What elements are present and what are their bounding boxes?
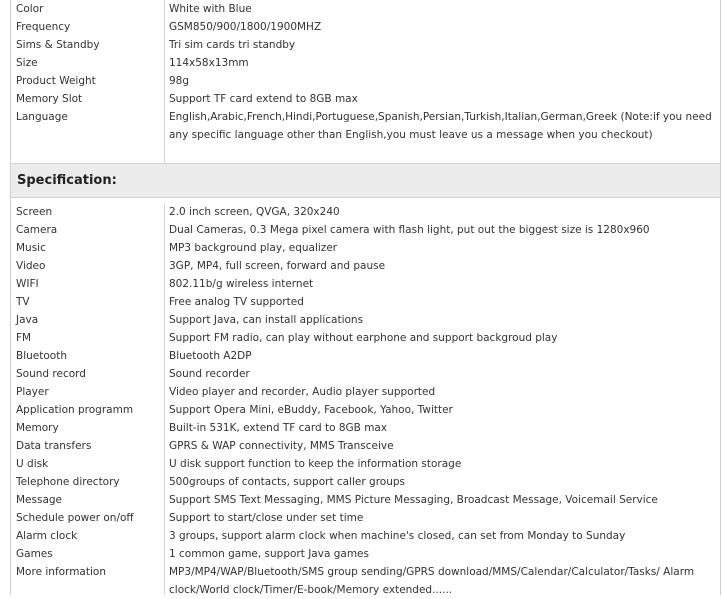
row-label: Frequency <box>16 21 71 33</box>
table-row <box>11 36 720 54</box>
row-label: Music <box>16 242 46 254</box>
row-label: Alarm clock <box>16 530 78 542</box>
table-row <box>11 491 720 509</box>
table-row <box>11 72 720 90</box>
table-row <box>11 563 720 599</box>
row-value: Support FM radio, can play without earphone and support backgroud play <box>169 332 558 344</box>
row-label: Games <box>16 548 53 560</box>
section-title: Specification: <box>17 173 117 188</box>
row-value: Sound recorder <box>169 368 250 380</box>
row-value: White with Blue <box>169 3 252 15</box>
row-label: Memory Slot <box>16 93 83 105</box>
table-row <box>11 257 720 275</box>
row-value: 98g <box>169 75 190 87</box>
row-value: Tri sim cards tri standby <box>169 39 296 51</box>
row-value: 802.11b/g wireless internet <box>169 278 314 290</box>
section-header <box>11 163 720 198</box>
row-label: TV <box>16 296 30 308</box>
row-label: Data transfers <box>16 440 92 452</box>
table-row <box>11 383 720 401</box>
row-label: Color <box>16 3 44 15</box>
row-value: U disk support function to keep the information storage <box>169 458 462 470</box>
row-label: U disk <box>16 458 49 470</box>
table-row <box>11 18 720 36</box>
row-label: Screen <box>16 206 53 218</box>
table-row <box>11 527 720 545</box>
row-value: Bluetooth A2DP <box>169 350 252 362</box>
row-label: Camera <box>16 224 58 236</box>
table-row <box>11 437 720 455</box>
row-label: Application programm <box>16 404 134 416</box>
row-label: Size <box>16 57 38 69</box>
table-row <box>11 54 720 72</box>
row-value: Built-in 531K, extend TF card to 8GB max <box>169 422 388 434</box>
table-row <box>11 509 720 527</box>
row-value: 114x58x13mm <box>169 57 249 69</box>
column-divider <box>164 203 165 595</box>
row-value: English,Arabic,French,Hindi,Portuguese,Spanish,Persian,Turkish,Italian,German,Greek (Note:if you need any specific language other than English,you must leave us a message when you checkout) <box>169 111 712 141</box>
table-row <box>11 203 720 221</box>
row-value: Support Java, can install applications <box>169 314 364 326</box>
table-row <box>11 0 720 18</box>
row-label: WIFI <box>16 278 39 290</box>
row-value: Support SMS Text Messaging, MMS Picture Messaging, Broadcast Message, Voicemail Service <box>169 494 658 506</box>
table-row <box>11 401 720 419</box>
row-label: Message <box>16 494 63 506</box>
row-value: 3 groups, support alarm clock when machine's closed, can set from Monday to Sunday <box>169 530 626 542</box>
row-value: 1 common game, support Java games <box>169 548 369 560</box>
row-label: Video <box>16 260 46 272</box>
row-label: FM <box>16 332 32 344</box>
table-row <box>11 419 720 437</box>
table-row <box>11 239 720 257</box>
row-value: 3GP, MP4, full screen, forward and pause <box>169 260 386 272</box>
table-row <box>11 221 720 239</box>
row-value: Video player and recorder, Audio player supported <box>169 386 436 398</box>
row-value: GPRS & WAP connectivity, MMS Transceive <box>169 440 394 452</box>
row-label: Bluetooth <box>16 350 67 362</box>
row-value: MP3/MP4/WAP/Bluetooth/SMS group sending/GPRS download/MMS/Calendar/Calculator/Tasks/ Alarm clock/World clock/Timer/E-book/Memory extended...... <box>169 566 695 596</box>
column-divider <box>164 0 165 163</box>
row-label: Language <box>16 111 68 123</box>
row-label: Schedule power on/off <box>16 512 134 524</box>
table-row <box>11 293 720 311</box>
specification-block <box>11 203 720 595</box>
row-value: 2.0 inch screen, QVGA, 320x240 <box>169 206 340 218</box>
row-label: Product Weight <box>16 75 96 87</box>
table-row <box>11 311 720 329</box>
table-row <box>11 90 720 108</box>
row-value: Free analog TV supported <box>169 296 304 308</box>
row-value: MP3 background play, equalizer <box>169 242 338 254</box>
table-row <box>11 365 720 383</box>
row-value: Support Opera Mini, eBuddy, Facebook, Yahoo, Twitter <box>169 404 453 416</box>
table-row <box>11 455 720 473</box>
spec-table <box>10 0 721 595</box>
table-row <box>11 473 720 491</box>
row-label: Sims & Standby <box>16 39 100 51</box>
row-value: GSM850/900/1800/1900MHZ <box>169 21 322 33</box>
table-row <box>11 275 720 293</box>
row-label: More information <box>16 566 106 578</box>
row-value: Dual Cameras, 0.3 Mega pixel camera with flash light, put out the biggest size is 1280x960 <box>169 224 650 236</box>
row-label: Sound record <box>16 368 86 380</box>
row-value: 500groups of contacts, support caller groups <box>169 476 406 488</box>
row-value: Support TF card extend to 8GB max <box>169 93 358 105</box>
row-value: Support to start/close under set time <box>169 512 364 524</box>
row-label: Java <box>16 314 39 326</box>
table-row <box>11 108 720 144</box>
basic-info-block <box>11 0 720 163</box>
table-row <box>11 347 720 365</box>
row-label: Memory <box>16 422 59 434</box>
table-row <box>11 545 720 563</box>
table-row <box>11 329 720 347</box>
row-label: Telephone directory <box>16 476 120 488</box>
row-label: Player <box>16 386 49 398</box>
